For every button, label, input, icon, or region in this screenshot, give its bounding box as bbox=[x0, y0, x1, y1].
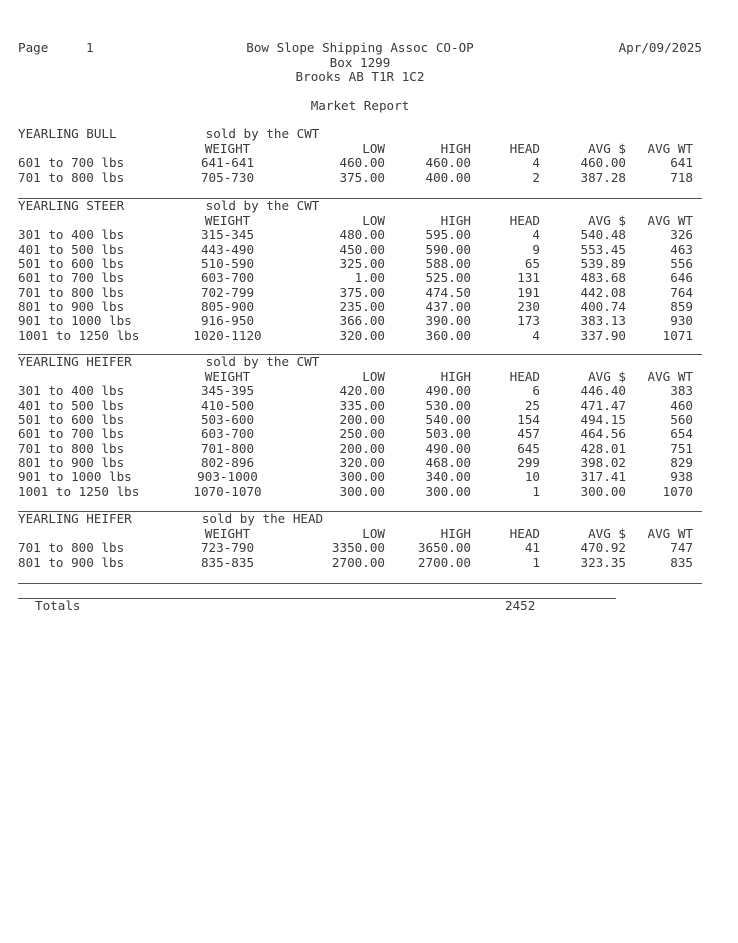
row-range: 401 to 500 lbs bbox=[18, 241, 125, 257]
cell-high: 360.00 bbox=[425, 327, 471, 343]
cell-high: 3650.00 bbox=[417, 540, 471, 556]
cell-high: 530.00 bbox=[425, 397, 471, 413]
cell-high: 490.00 bbox=[425, 383, 471, 399]
cell-avg-weight: 383 bbox=[670, 383, 693, 399]
report-date: Apr/09/2025 bbox=[618, 40, 702, 55]
cell-high: 595.00 bbox=[425, 227, 471, 243]
row-range: 901 to 1000 lbs bbox=[18, 469, 132, 485]
cell-low: 200.00 bbox=[339, 412, 385, 428]
row-range: 1001 to 1250 lbs bbox=[18, 327, 140, 343]
cell-high: 490.00 bbox=[425, 440, 471, 456]
cell-avg-weight: 751 bbox=[670, 440, 693, 456]
cell-weight: 315-345 bbox=[200, 227, 255, 243]
cell-head: 6 bbox=[532, 383, 540, 399]
cell-head: 10 bbox=[524, 469, 540, 485]
cell-head: 191 bbox=[517, 284, 540, 300]
cell-high: 588.00 bbox=[425, 256, 471, 272]
column-header-weight: WEIGHT bbox=[204, 526, 251, 541]
cell-avg-weight: 859 bbox=[670, 299, 693, 315]
cell-avg-price: 317.41 bbox=[580, 469, 626, 485]
row-range: 701 to 800 lbs bbox=[18, 169, 125, 185]
cell-low: 335.00 bbox=[339, 397, 385, 413]
cell-head: 299 bbox=[517, 455, 540, 471]
cell-high: 340.00 bbox=[425, 469, 471, 485]
cell-low: 300.00 bbox=[339, 469, 385, 485]
page-number: 1 bbox=[86, 40, 94, 55]
cell-weight: 916-950 bbox=[200, 313, 255, 329]
cell-avg-weight: 718 bbox=[670, 169, 693, 185]
report-title: Market Report bbox=[310, 98, 410, 113]
cell-weight: 410-500 bbox=[200, 397, 255, 413]
cell-avg-price: 553.45 bbox=[580, 241, 626, 257]
section-name: YEARLING HEIFER bbox=[18, 354, 132, 369]
cell-weight: 443-490 bbox=[200, 241, 255, 257]
column-header-avg-price: AVG $ bbox=[588, 369, 626, 384]
cell-avg-price: 540.48 bbox=[580, 227, 626, 243]
cell-avg-price: 300.00 bbox=[580, 483, 626, 499]
cell-weight: 1070-1070 bbox=[193, 483, 262, 499]
column-header-low: LOW bbox=[362, 141, 385, 156]
column-header-head: HEAD bbox=[509, 141, 540, 156]
cell-avg-weight: 556 bbox=[670, 256, 693, 272]
cell-head: 1 bbox=[532, 554, 540, 570]
cell-avg-weight: 930 bbox=[670, 313, 693, 329]
column-header-weight: WEIGHT bbox=[204, 213, 251, 228]
cell-low: 320.00 bbox=[339, 327, 385, 343]
row-range: 701 to 800 lbs bbox=[18, 540, 125, 556]
column-header-avg-weight: AVG WT bbox=[647, 141, 693, 156]
cell-low: 420.00 bbox=[339, 383, 385, 399]
cell-low: 460.00 bbox=[339, 155, 385, 171]
column-header-low: LOW bbox=[362, 369, 385, 384]
cell-head: 154 bbox=[517, 412, 540, 428]
cell-head: 131 bbox=[517, 270, 540, 286]
cell-weight: 603-700 bbox=[200, 426, 255, 442]
cell-head: 9 bbox=[532, 241, 540, 257]
row-range: 701 to 800 lbs bbox=[18, 440, 125, 456]
cell-low: 366.00 bbox=[339, 313, 385, 329]
column-header-high: HIGH bbox=[440, 526, 471, 541]
row-range: 801 to 900 lbs bbox=[18, 455, 125, 471]
cell-high: 2700.00 bbox=[417, 554, 471, 570]
cell-high: 474.50 bbox=[425, 284, 471, 300]
cell-weight: 903-1000 bbox=[197, 469, 258, 485]
column-header-weight: WEIGHT bbox=[204, 141, 251, 156]
cell-high: 525.00 bbox=[425, 270, 471, 286]
column-header-high: HIGH bbox=[440, 369, 471, 384]
cell-low: 235.00 bbox=[339, 299, 385, 315]
cell-avg-price: 471.47 bbox=[580, 397, 626, 413]
cell-avg-price: 383.13 bbox=[580, 313, 626, 329]
org-name: Bow Slope Shipping Assoc CO-OP bbox=[246, 40, 474, 55]
cell-low: 375.00 bbox=[339, 284, 385, 300]
cell-avg-price: 323.35 bbox=[580, 554, 626, 570]
cell-head: 173 bbox=[517, 313, 540, 329]
column-header-head: HEAD bbox=[509, 369, 540, 384]
section-divider bbox=[18, 198, 702, 199]
row-range: 301 to 400 lbs bbox=[18, 383, 125, 399]
cell-avg-weight: 460 bbox=[670, 397, 693, 413]
cell-weight: 723-790 bbox=[200, 540, 255, 556]
cell-low: 375.00 bbox=[339, 169, 385, 185]
cell-avg-weight: 654 bbox=[670, 426, 693, 442]
cell-avg-price: 460.00 bbox=[580, 155, 626, 171]
cell-avg-weight: 646 bbox=[670, 270, 693, 286]
cell-weight: 705-730 bbox=[200, 169, 255, 185]
cell-weight: 702-799 bbox=[200, 284, 255, 300]
row-range: 401 to 500 lbs bbox=[18, 397, 125, 413]
column-header-weight: WEIGHT bbox=[204, 369, 251, 384]
cell-high: 590.00 bbox=[425, 241, 471, 257]
cell-head: 2 bbox=[532, 169, 540, 185]
row-range: 1001 to 1250 lbs bbox=[18, 483, 140, 499]
cell-head: 4 bbox=[532, 327, 540, 343]
section-divider bbox=[18, 354, 702, 355]
cell-low: 3350.00 bbox=[331, 540, 385, 556]
cell-weight: 603-700 bbox=[200, 270, 255, 286]
cell-head: 25 bbox=[524, 397, 540, 413]
column-header-low: LOW bbox=[362, 526, 385, 541]
row-range: 801 to 900 lbs bbox=[18, 299, 125, 315]
row-range: 301 to 400 lbs bbox=[18, 227, 125, 243]
section-basis: sold by the CWT bbox=[205, 126, 320, 141]
cell-weight: 805-900 bbox=[200, 299, 255, 315]
column-header-avg-price: AVG $ bbox=[588, 141, 626, 156]
column-header-head: HEAD bbox=[509, 526, 540, 541]
cell-avg-weight: 835 bbox=[670, 554, 693, 570]
section-divider bbox=[18, 511, 702, 512]
section-name: YEARLING STEER bbox=[18, 198, 125, 213]
cell-avg-weight: 747 bbox=[670, 540, 693, 556]
row-range: 601 to 700 lbs bbox=[18, 270, 125, 286]
cell-avg-weight: 463 bbox=[670, 241, 693, 257]
cell-low: 2700.00 bbox=[331, 554, 385, 570]
cell-avg-price: 470.92 bbox=[580, 540, 626, 556]
row-range: 501 to 600 lbs bbox=[18, 256, 125, 272]
cell-avg-weight: 764 bbox=[670, 284, 693, 300]
cell-weight: 802-896 bbox=[200, 455, 255, 471]
cell-low: 200.00 bbox=[339, 440, 385, 456]
column-header-avg-weight: AVG WT bbox=[647, 526, 693, 541]
totals-label: Totals bbox=[35, 598, 81, 613]
cell-avg-weight: 938 bbox=[670, 469, 693, 485]
cell-avg-weight: 1070 bbox=[662, 483, 693, 499]
cell-low: 300.00 bbox=[339, 483, 385, 499]
page-label: Page bbox=[18, 40, 49, 55]
cell-head: 1 bbox=[532, 483, 540, 499]
cell-high: 300.00 bbox=[425, 483, 471, 499]
cell-avg-price: 428.01 bbox=[580, 440, 626, 456]
cell-avg-price: 387.28 bbox=[580, 169, 626, 185]
address-line2: Brooks AB T1R 1C2 bbox=[295, 69, 425, 84]
cell-avg-price: 398.02 bbox=[580, 455, 626, 471]
cell-head: 645 bbox=[517, 440, 540, 456]
cell-high: 437.00 bbox=[425, 299, 471, 315]
section-name: YEARLING HEIFER bbox=[18, 511, 132, 526]
cell-head: 4 bbox=[532, 227, 540, 243]
cell-high: 390.00 bbox=[425, 313, 471, 329]
cell-avg-price: 400.74 bbox=[580, 299, 626, 315]
cell-avg-price: 446.40 bbox=[580, 383, 626, 399]
cell-weight: 1020-1120 bbox=[193, 327, 262, 343]
cell-head: 41 bbox=[524, 540, 540, 556]
cell-weight: 835-835 bbox=[200, 554, 255, 570]
cell-low: 1.00 bbox=[354, 270, 385, 286]
cell-head: 65 bbox=[524, 256, 540, 272]
column-header-avg-weight: AVG WT bbox=[647, 369, 693, 384]
cell-avg-weight: 641 bbox=[670, 155, 693, 171]
cell-high: 468.00 bbox=[425, 455, 471, 471]
row-range: 901 to 1000 lbs bbox=[18, 313, 132, 329]
cell-low: 325.00 bbox=[339, 256, 385, 272]
cell-head: 4 bbox=[532, 155, 540, 171]
cell-avg-weight: 560 bbox=[670, 412, 693, 428]
column-header-head: HEAD bbox=[509, 213, 540, 228]
cell-avg-price: 337.90 bbox=[580, 327, 626, 343]
section-basis: sold by the HEAD bbox=[201, 511, 324, 526]
section-name: YEARLING BULL bbox=[18, 126, 117, 141]
row-range: 601 to 700 lbs bbox=[18, 426, 125, 442]
section-divider bbox=[18, 583, 702, 584]
cell-low: 250.00 bbox=[339, 426, 385, 442]
cell-high: 460.00 bbox=[425, 155, 471, 171]
cell-avg-price: 483.68 bbox=[580, 270, 626, 286]
cell-high: 503.00 bbox=[425, 426, 471, 442]
row-range: 501 to 600 lbs bbox=[18, 412, 125, 428]
cell-high: 400.00 bbox=[425, 169, 471, 185]
column-header-avg-price: AVG $ bbox=[588, 526, 626, 541]
column-header-high: HIGH bbox=[440, 141, 471, 156]
cell-avg-weight: 1071 bbox=[662, 327, 693, 343]
cell-high: 540.00 bbox=[425, 412, 471, 428]
section-basis: sold by the CWT bbox=[205, 354, 320, 369]
cell-low: 320.00 bbox=[339, 455, 385, 471]
cell-weight: 701-800 bbox=[200, 440, 255, 456]
cell-avg-price: 494.15 bbox=[580, 412, 626, 428]
cell-head: 230 bbox=[517, 299, 540, 315]
cell-avg-price: 442.08 bbox=[580, 284, 626, 300]
totals-head: 2452 bbox=[505, 598, 536, 613]
cell-weight: 345-395 bbox=[200, 383, 255, 399]
column-header-avg-price: AVG $ bbox=[588, 213, 626, 228]
cell-avg-price: 464.56 bbox=[580, 426, 626, 442]
address-line1: Box 1299 bbox=[329, 55, 391, 70]
cell-head: 457 bbox=[517, 426, 540, 442]
row-range: 601 to 700 lbs bbox=[18, 155, 125, 171]
row-range: 701 to 800 lbs bbox=[18, 284, 125, 300]
cell-weight: 503-600 bbox=[200, 412, 255, 428]
cell-low: 450.00 bbox=[339, 241, 385, 257]
cell-weight: 510-590 bbox=[200, 256, 255, 272]
cell-avg-weight: 326 bbox=[670, 227, 693, 243]
row-range: 801 to 900 lbs bbox=[18, 554, 125, 570]
section-basis: sold by the CWT bbox=[205, 198, 320, 213]
column-header-high: HIGH bbox=[440, 213, 471, 228]
cell-weight: 641-641 bbox=[200, 155, 255, 171]
cell-avg-price: 539.89 bbox=[580, 256, 626, 272]
cell-avg-weight: 829 bbox=[670, 455, 693, 471]
cell-low: 480.00 bbox=[339, 227, 385, 243]
column-header-avg-weight: AVG WT bbox=[647, 213, 693, 228]
column-header-low: LOW bbox=[362, 213, 385, 228]
